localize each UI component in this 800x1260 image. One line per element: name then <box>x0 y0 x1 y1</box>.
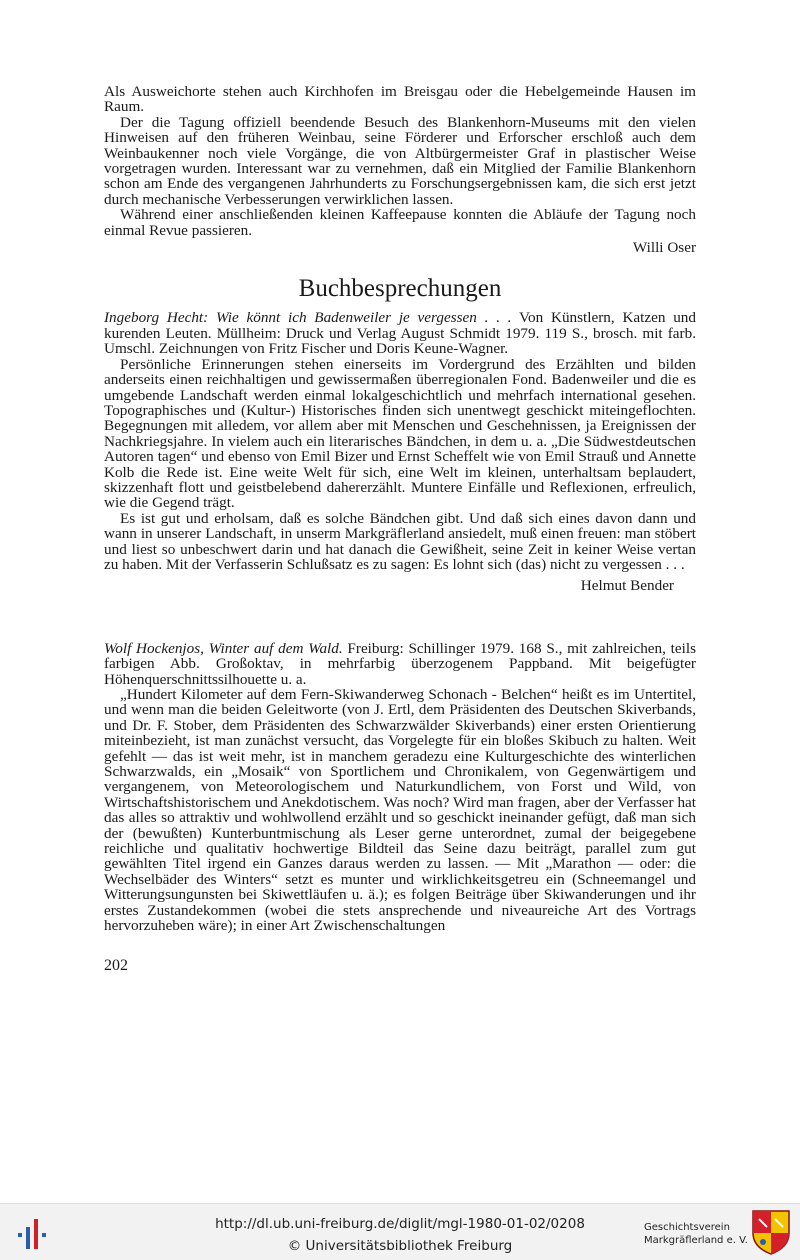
book-details: Von Künstlern, Katzen und kurenden Leuten. Müllheim: Druck und Verlag August Schmidt 1979. 119 S., brosch. mit farb. Umschl. Zeichnungen von Fritz Fischer und Doris Keune-Wagner. <box>104 309 696 358</box>
bars-logo-icon <box>16 1213 50 1253</box>
copyright-notice: © Universitätsbibliothek Freiburg <box>287 1238 513 1254</box>
publisher-line: Markgräflerland e. V. <box>644 1235 748 1246</box>
paragraph: Es ist gut und erholsam, daß es solche Bändchen gibt. Und daß sich eines davon dann und wann in unserer Landschaft, in unserm Markgräflerland ansiedelt, muß einen freuen: man stöbert und liest so unbeschwert darin und hat danach die Gewißheit, seine Zeit in keiner Weise vertan zu haben. Mit der Verfasserin Schlußsatz es zu sagen: Es lohnt sich (das) nicht zu vergessen . . . <box>104 509 696 573</box>
viewer-footer <box>0 1203 800 1260</box>
paragraph: Persönliche Erinnerungen stehen einerseits im Vordergrund des Erzählten und bilden anderseits einen reichhaltigen und gewissermaßen überregionalen Fond. Badenweiler und die es umgebende Landschaft werden einmal lokalgeschichtlich und mehrfach international gesehen. Topographisches und (Kultur-) Historisches finden sich unentwegt geschickt miteingeflochten. Begegnungen mit alledem, vor allem aber mit Menschen und Geschehnissen, ja Ereignissen der Nachkriegsjahre. In vielem auch ein literarisches Bändchen, in dem u. a. „Die Südwestdeutschen Autoren tagen“ und ebenso von Emil Bizer und Ernst Scheffelt wie von Emil Strauß und Annette Kolb die Rede ist. Eine weite Welt für sich, eine Welt im kleinen, unterhaltsam beplaudert, skizzenhaft flott und geistbelebend dahererzählt. Muntere Einfälle und Reflexionen, erfreulich, wie die Gegend trägt. <box>104 355 696 512</box>
page-number: 202 <box>104 956 128 974</box>
review-citation <box>104 310 696 356</box>
author-signature: Willi Oser <box>632 239 696 257</box>
paragraph: Als Ausweichorte stehen auch Kirchhofen im Breisgau oder die Hebelgemeinde Hausen im Raum. <box>104 83 696 116</box>
book-details: Freiburg: Schillinger 1979. 168 S., mit zahlreichen, teils farbigen Abb. Großoktav, in mehrfarbig überzogenem Pappband. Mit beigefügter Höhenquerschnittssilhouette u. a. <box>104 639 696 688</box>
author-signature: Helmut Bender <box>580 577 674 595</box>
section-title: Buchbesprechungen <box>298 275 502 303</box>
coat-of-arms-icon <box>751 1209 791 1255</box>
paragraph: Der die Tagung offiziell beendende Besuch des Blankenhorn-Museums mit den vielen Hinweisen auf den früheren Weinbau, seine Förderer und Erforscher erschloß auch dem Weinbaukenner noch viele Vorgänge, die von Altbürgermeister Graf in plastischer Weise vorgetragen wurden. Interessant war zu vernehmen, daß ein Mitglied der Familie Blankenhorn schon am Ende des vergangenen Jahrhunderts zu Forschungsergebnissen kam, die sich erst jetzt durch mechanische Verbesserungen verwirklichen lassen. <box>104 113 696 208</box>
document-url[interactable]: http://dl.ub.uni-freiburg.de/diglit/mgl-1980-01-02/0208 <box>215 1216 585 1232</box>
publisher-name <box>644 1221 748 1247</box>
publisher-line: Geschichtsverein <box>644 1222 730 1233</box>
paragraph: „Hundert Kilometer auf dem Fern-Skiwanderweg Schonach - Belchen“ heißt es im Untertitel, und wenn man die beiden Geleitworte (von J. Ertl, dem Präsidenten des Deutschen Skiverbands, und Dr. F. Stober, dem Präsidenten des Schwarzwälder Skiverbands) einer ersten Orientierung miteinbezieht, ist man zunächst versucht, das Vorgelegte für ein bloßes Skibuch zu halten. Weit gefehlt — das ist weit mehr, ist in manchem geradezu eine Kulturgeschichte des winterlichen Schwarzwalds, ein „Mosaik“ von Sportlichem und Chronikalem, von Gegenwärtigem und vergangenem, von Meteorologischem und Naturkundlichem, von Forst und Wild, von Wirtschaftshistorischem und Anekdotischem. Was noch? Wird man fragen, aber der Verfasser hat das alles so attraktiv und wohlwollend erzählt und so geschickt ineinander gefügt, daß man sich der (bewußten) Kunterbuntmischung als Leser gerne unterordnet, zumal der beigegebene reichliche und qualitativ hochwertige Bildteil das Seine dazu beiträgt, parallel zum gut gewählten Titel irgend ein Ganzes daraus werden zu lassen. — Mit „Marathon — oder: die Wechselbäder des Winters“ setzt es munter und wirklichkeitsgetreu ein (Schneemangel und Witterungsungunsten bei Skiwettläufen u. ä.); es folgen Beiträge über Skiwanderungen und ihr erstes Zustandekommen (wobei die stets ansprechende und niveaureiche Art des Vortrags hervorzuheben wäre); in einer Art Zwischenschaltungen <box>104 686 696 935</box>
review-citation <box>104 641 696 687</box>
paragraph: Während einer anschließenden kleinen Kaffeepause konnten die Abläufe der Tagung noch einmal Revue passieren. <box>104 206 696 239</box>
document-page <box>104 84 696 973</box>
book-title: Wolf Hockenjos, Winter auf dem Wald. <box>104 639 343 657</box>
book-title: Ingeborg Hecht: Wie könnt ich Badenweiler je vergessen . . . <box>104 309 512 327</box>
